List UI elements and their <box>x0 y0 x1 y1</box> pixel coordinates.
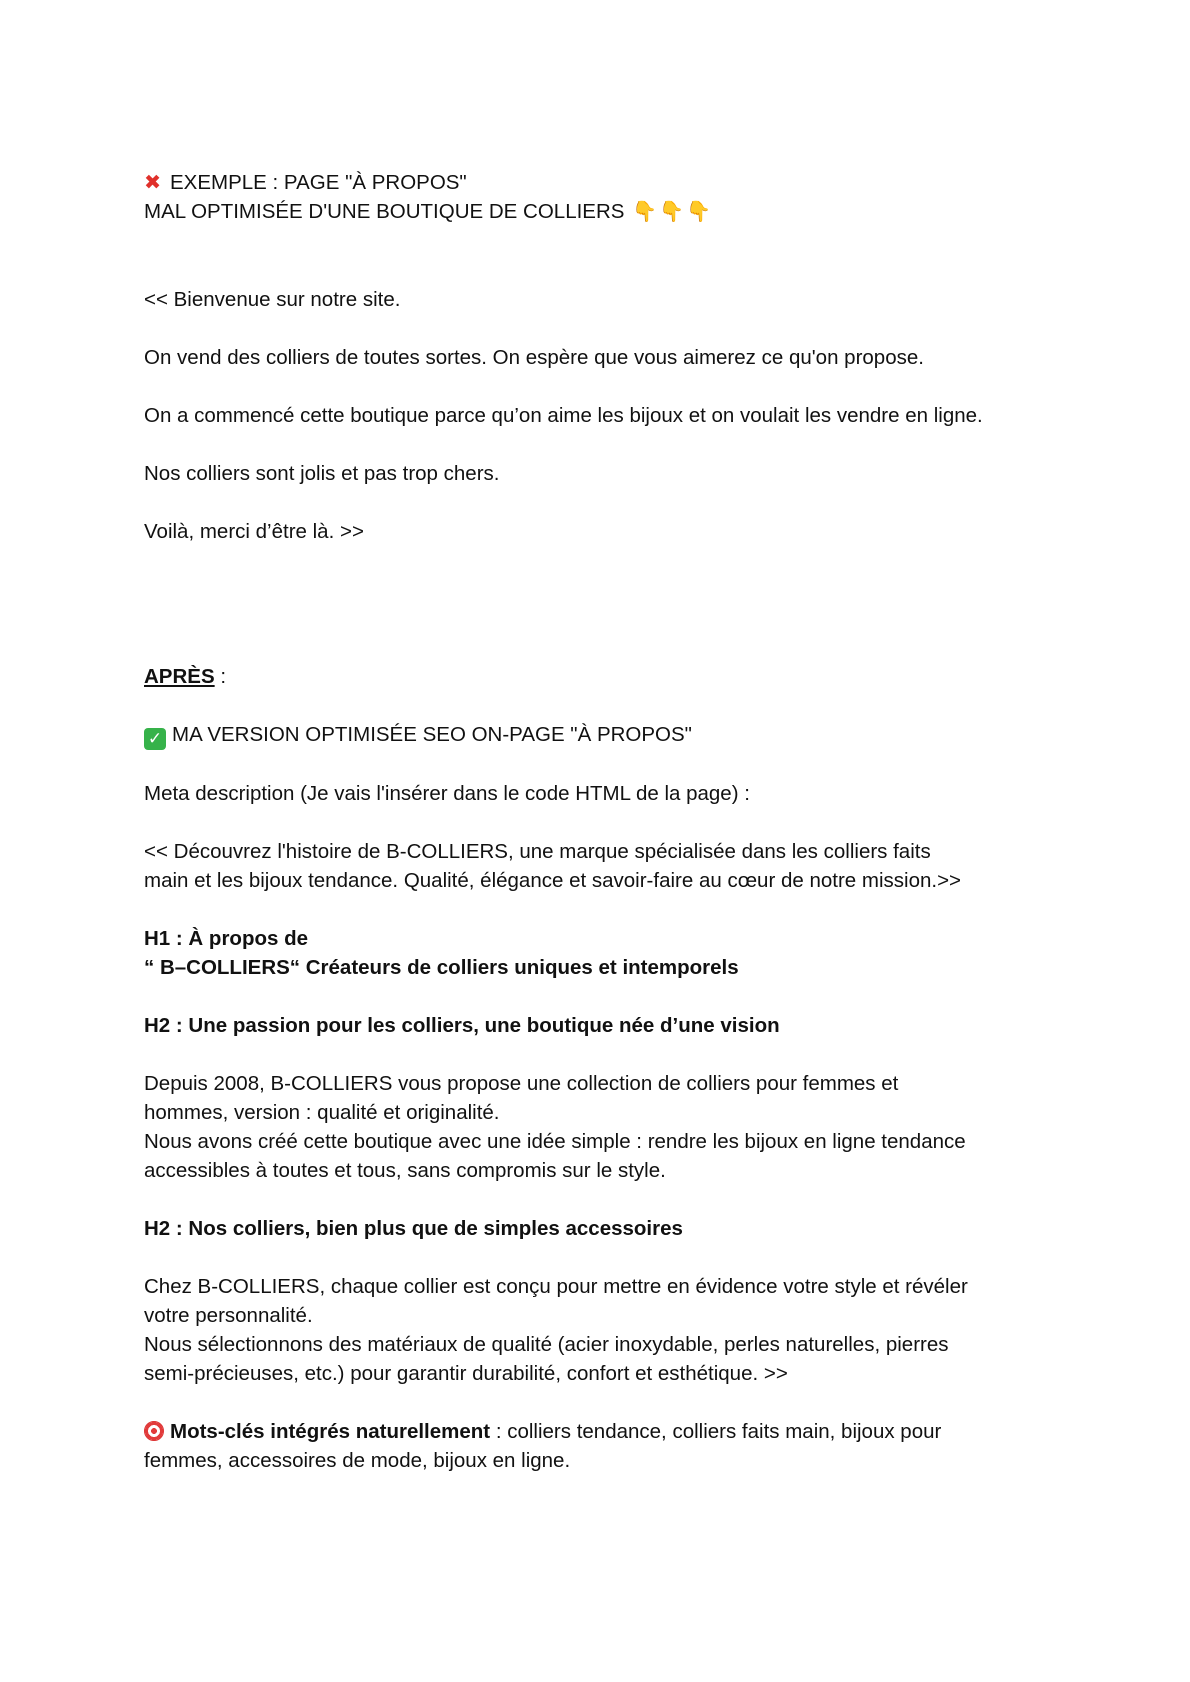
body-line: hommes, version : qualité et originalité. <box>144 1101 500 1124</box>
body-line: Chez B-COLLIERS, chaque collier est conçu pour mettre en évidence votre style et révéler <box>144 1275 968 1298</box>
meta-text-line: main et les bijoux tendance. Qualité, élégance et savoir-faire au cœur de notre mission.>> <box>144 869 962 892</box>
check-mark-icon: ✓ <box>144 728 166 750</box>
document-page <box>144 168 1064 1475</box>
before-paragraph: << Bienvenue sur notre site. <box>144 288 401 311</box>
cross-mark-icon: ✖ <box>144 171 162 194</box>
before-paragraph: On a commencé cette boutique parce qu’on aime les bijoux et on voulait les vendre en ligne. <box>144 404 983 427</box>
body-line: accessibles à toutes et tous, sans compromis sur le style. <box>144 1159 666 1182</box>
meta-text-line: << Découvrez l'histoire de B-COLLIERS, une marque spécialisée dans les colliers faits <box>144 840 931 863</box>
before-title-line2: MAL OPTIMISÉE D'UNE BOUTIQUE DE COLLIERS 👇 👇 👇 <box>144 197 1064 227</box>
after-version-title: ✓ MA VERSION OPTIMISÉE SEO ON-PAGE "À PROPOS" <box>144 720 1064 750</box>
body-line: semi-précieuses, etc.) pour garantir durabilité, confort et esthétique. >> <box>144 1362 788 1385</box>
h1-line: “ B–COLLIERS“ Créateurs de colliers uniques et intemporels <box>144 956 739 979</box>
target-icon <box>144 1421 164 1441</box>
after-label: APRÈS : <box>144 665 227 688</box>
pointing-down-hand-icon: 👇 <box>685 201 711 223</box>
pointing-down-hand-icon: 👇 <box>632 201 658 223</box>
keywords-line: femmes, accessoires de mode, bijoux en ligne. <box>144 1449 571 1472</box>
h2-heading: H2 : Nos colliers, bien plus que de simples accessoires <box>144 1217 683 1240</box>
body-line: votre personnalité. <box>144 1304 313 1327</box>
body-line: Nous sélectionnons des matériaux de qualité (acier inoxydable, perles naturelles, pierres <box>144 1333 949 1356</box>
meta-intro: Meta description (Je vais l'insérer dans le code HTML de la page) : <box>144 782 750 805</box>
before-paragraph: Nos colliers sont jolis et pas trop chers. <box>144 462 500 485</box>
before-paragraph: On vend des colliers de toutes sortes. On espère que vous aimerez ce qu'on propose. <box>144 346 924 369</box>
pointing-down-hand-icon: 👇 <box>659 201 684 223</box>
keywords-line: Mots-clés intégrés naturellement : colliers tendance, colliers faits main, bijoux pour <box>144 1417 1064 1446</box>
body-line: Depuis 2008, B-COLLIERS vous propose une collection de colliers pour femmes et <box>144 1072 899 1095</box>
before-paragraph: Voilà, merci d’être là. >> <box>144 520 364 543</box>
before-title-line1: ✖ EXEMPLE : PAGE "À PROPOS" <box>144 168 1064 197</box>
h2-heading: H2 : Une passion pour les colliers, une boutique née d’une vision <box>144 1014 780 1037</box>
h1-line: H1 : À propos de <box>144 927 309 950</box>
body-line: Nous avons créé cette boutique avec une idée simple : rendre les bijoux en ligne tendance <box>144 1130 966 1153</box>
